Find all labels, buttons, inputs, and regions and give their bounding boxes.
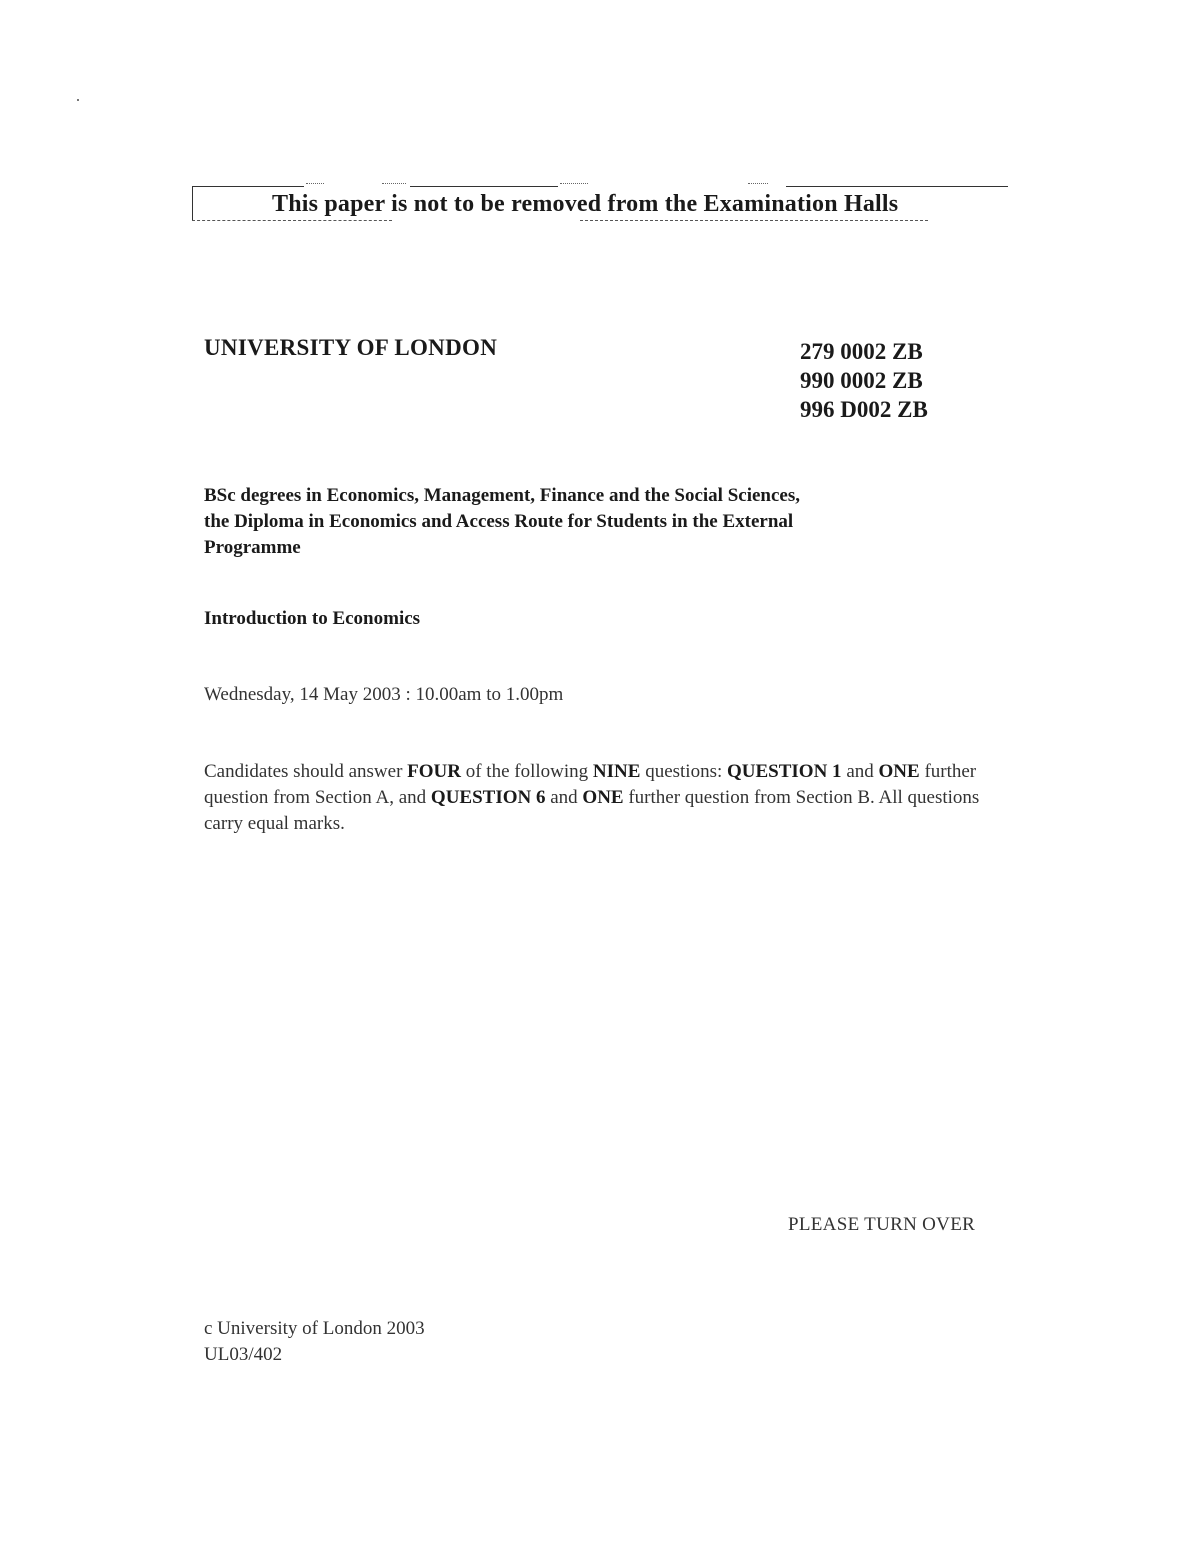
instruction-text: further question from Section A, and bbox=[204, 761, 977, 808]
instruction-emphasis: ONE bbox=[878, 761, 920, 782]
paper-code: 990 0002 ZB bbox=[800, 368, 923, 393]
instruction-text: questions: bbox=[640, 761, 727, 782]
banner-border-top-left bbox=[192, 186, 304, 187]
exam-date: Wednesday, 14 May 2003 : 10.00am to 1.00pm bbox=[204, 684, 564, 705]
footer bbox=[204, 1316, 425, 1368]
exam-hall-notice: This paper is not to be removed from the Examination Halls bbox=[272, 191, 899, 217]
banner-border-left bbox=[192, 186, 193, 220]
scan-speck bbox=[77, 99, 79, 101]
banner-border-fragment bbox=[560, 183, 588, 184]
programme-line: the Diploma in Economics and Access Route for Students in the External bbox=[204, 511, 794, 532]
instruction-text: and bbox=[841, 761, 879, 782]
banner-border-fragment bbox=[382, 183, 406, 184]
instruction-text: further question from Section B. All questions carry equal marks. bbox=[204, 787, 980, 834]
instruction-emphasis: QUESTION 1 bbox=[727, 761, 842, 782]
programme-description bbox=[204, 483, 924, 561]
instruction-emphasis: FOUR bbox=[407, 761, 461, 782]
institution-name: UNIVERSITY OF LONDON bbox=[204, 335, 498, 360]
banner-border-fragment bbox=[306, 183, 324, 184]
programme-line: Programme bbox=[204, 537, 301, 558]
course-title: Introduction to Economics bbox=[204, 608, 421, 629]
copyright-notice: c University of London 2003 bbox=[204, 1318, 425, 1339]
banner-border-fragment bbox=[748, 183, 768, 184]
instruction-text: of the following bbox=[460, 761, 593, 782]
banner-border-top-middle bbox=[410, 186, 558, 187]
programme-line: BSc degrees in Economics, Management, Finance and the Social Sciences, bbox=[204, 485, 801, 506]
candidate-instructions bbox=[204, 759, 1004, 837]
instruction-text: Candidates should answer bbox=[204, 761, 408, 782]
instruction-emphasis: NINE bbox=[592, 761, 641, 782]
instruction-text: and bbox=[545, 787, 583, 808]
instruction-emphasis: QUESTION 6 bbox=[430, 787, 546, 808]
instruction-emphasis: ONE bbox=[582, 787, 624, 808]
document-reference: UL03/402 bbox=[204, 1344, 283, 1365]
banner-border-bottom-left bbox=[192, 220, 392, 221]
paper-code: 996 D002 ZB bbox=[800, 397, 928, 422]
paper-codes bbox=[800, 337, 928, 424]
paper-code: 279 0002 ZB bbox=[800, 339, 923, 364]
turn-over-notice: PLEASE TURN OVER bbox=[788, 1214, 976, 1235]
banner-border-bottom-right bbox=[580, 220, 928, 221]
banner-border-top-right bbox=[786, 186, 1008, 187]
